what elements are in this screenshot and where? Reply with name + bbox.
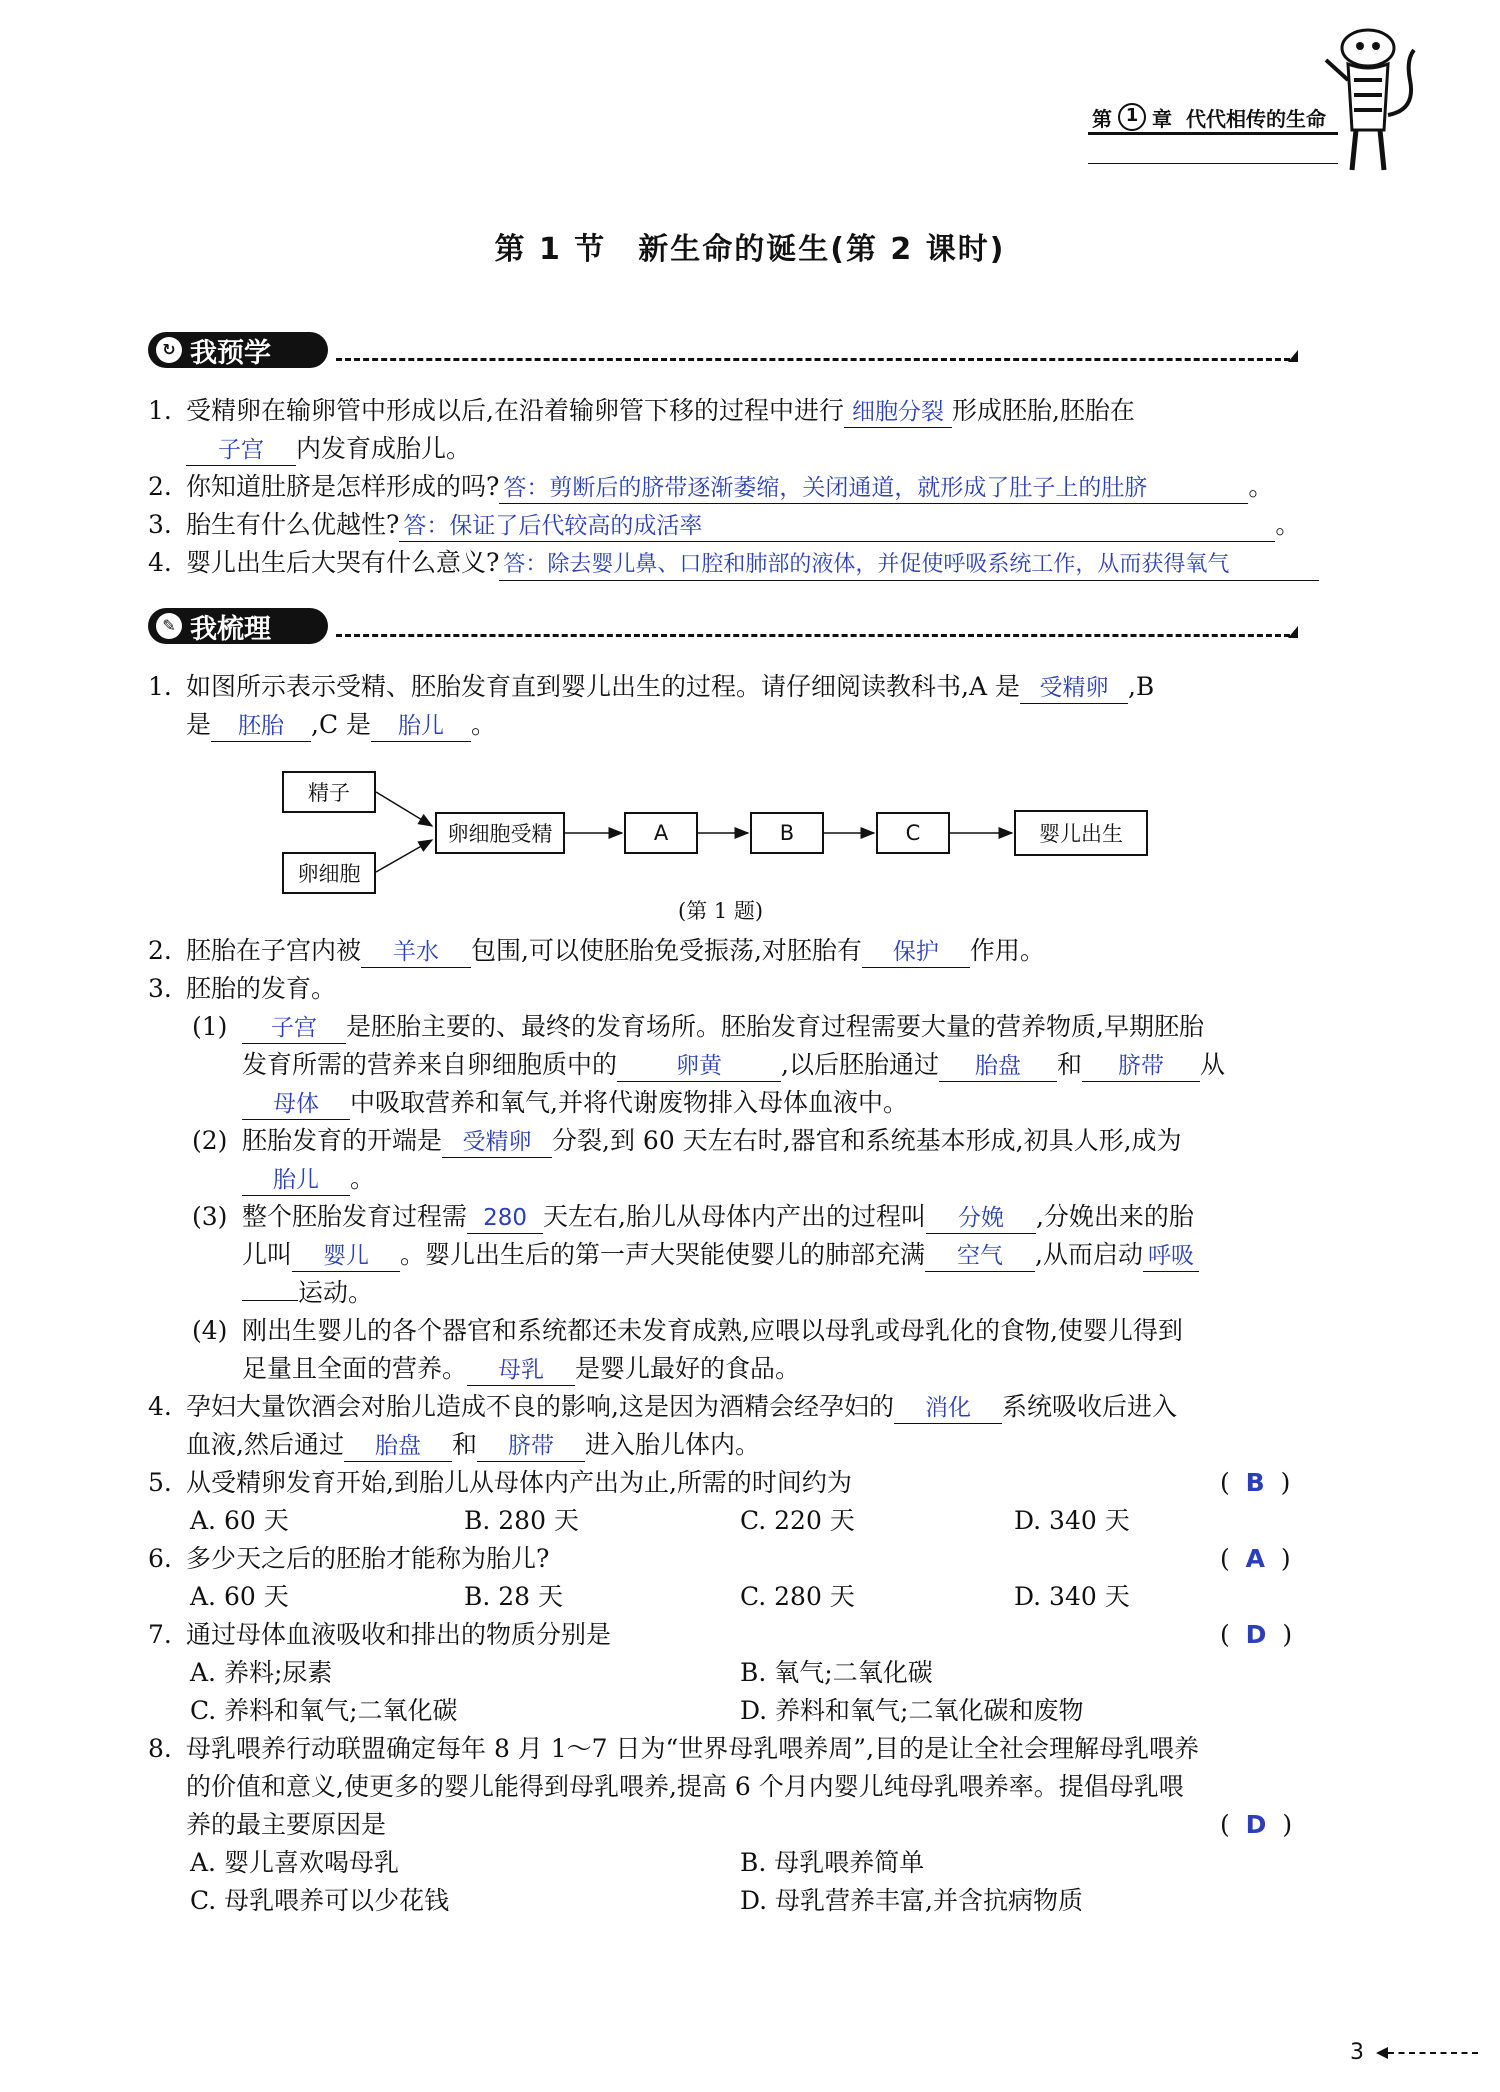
answer-blank (292, 1240, 400, 1272)
sub-number: (3) (192, 1202, 228, 1231)
review-q4-line1 (148, 1390, 1177, 1424)
handwritten-answer: 卵黄 (676, 1053, 723, 1079)
handwritten-answer: 脐带 (507, 1433, 554, 1459)
option: A. 婴儿喜欢喝母乳 (190, 1848, 399, 1877)
answer-blank (242, 1164, 350, 1196)
option: D. 340 天 (1014, 1582, 1130, 1611)
choice-answer: D (1245, 1620, 1267, 1649)
review-q4-line2 (186, 1428, 760, 1462)
diagram-box-b: B (750, 812, 824, 854)
diagram-box-fertilization: 卵细胞受精 (435, 812, 565, 854)
question-text: 分裂,到 60 天左右时,器官和系统基本形成,初具人形,成为 (552, 1126, 1182, 1155)
handwritten-answer: 脐带 (1117, 1053, 1164, 1079)
handwritten-answer: 胎盘 (974, 1053, 1021, 1079)
answer-blank (361, 936, 471, 968)
sub-number: (2) (192, 1126, 228, 1155)
review-q3-p1-line3 (242, 1086, 908, 1120)
question-text: 从 (1199, 1050, 1225, 1079)
chapter-prefix: 第 (1092, 106, 1112, 131)
question-number: 6. (148, 1544, 172, 1573)
handwritten-answer: 呼吸 (1147, 1243, 1194, 1269)
chapter-number: 1 (1118, 103, 1146, 131)
handwritten-answer: 婴儿 (323, 1243, 370, 1269)
question-text: ,B (1127, 672, 1155, 701)
question-text: 是 (186, 710, 212, 739)
question-number: 1. (148, 396, 172, 425)
handwritten-answer: 分娩 (957, 1205, 1004, 1231)
question-text: 婴儿出生后大哭有什么意义? (186, 548, 500, 577)
option: D. 养料和氧气;二氧化碳和废物 (740, 1696, 1084, 1725)
diagram-box-sperm: 精子 (282, 771, 376, 813)
question-text: 血液,然后通过 (186, 1430, 344, 1459)
arrow-sperm (376, 792, 432, 826)
answer-blank (939, 1050, 1057, 1082)
question-text: 是婴儿最好的食品。 (575, 1354, 801, 1383)
question-number: 3. (148, 510, 172, 539)
review-q3-p3-line1 (192, 1200, 1194, 1234)
answer-blank (467, 1354, 575, 1386)
answer-blank (242, 1012, 346, 1044)
handwritten-answer: 胚胎 (238, 713, 285, 739)
question-text: 你知道肚脐是怎样形成的吗? (186, 472, 500, 501)
question-text: 运动。 (298, 1278, 374, 1307)
handwritten-answer: 答：除去婴儿鼻、口腔和肺部的液体，并促使呼吸系统工作，从而获得氧气 (503, 552, 1230, 577)
option: D. 母乳营养丰富,并含抗病物质 (740, 1886, 1083, 1915)
review-q8-line2: 的价值和意义,使更多的婴儿能得到母乳喂养,提高 6 个月内婴儿纯母乳喂养率。提倡母乳喂 (186, 1772, 1184, 1801)
question-text: 如图所示表示受精、胚胎发育直到婴儿出生的过程。请仔细阅读教科书,A 是 (186, 672, 1020, 701)
sub-number: (4) (192, 1316, 228, 1345)
option: C. 220 天 (740, 1506, 855, 1535)
chapter-title: 代代相传的生命 (1186, 106, 1326, 131)
handwritten-answer: 胎儿 (273, 1167, 319, 1193)
answer-blank (1082, 1050, 1200, 1082)
question-number: 4. (148, 548, 172, 577)
answer-blank (344, 1430, 452, 1462)
question-text: 从受精卵发育开始,到胎儿从母体内产出为止,所需的时间约为 (186, 1468, 852, 1497)
choice-answer: B (1245, 1468, 1265, 1497)
option: C. 280 天 (740, 1582, 855, 1611)
question-text: 。 (471, 710, 497, 739)
review-q3-p1-line1 (192, 1010, 1204, 1044)
question-number: 4. (148, 1392, 172, 1421)
question-text: ,以后胚胎通过 (781, 1050, 939, 1079)
handwritten-answer: 消化 (924, 1395, 971, 1421)
handwritten-answer: 细胞分裂 (851, 399, 944, 425)
question-text: 。婴儿出生后的第一声大哭能使婴儿的肺部充满 (400, 1240, 926, 1269)
question-text: 中吸取营养和氧气,并将代谢废物排入母体血液中。 (350, 1088, 908, 1117)
answer-blank (925, 1240, 1035, 1272)
review-q3-p2-line2 (242, 1162, 375, 1196)
question-text: 多少天之后的胚胎才能称为胎儿? (186, 1544, 550, 1573)
question-text: 是胚胎主要的、最终的发育场所。胚胎发育过程需要大量的营养物质,早期胚胎 (346, 1012, 1204, 1041)
handwritten-answer: 母乳 (498, 1357, 545, 1383)
handwritten-answer: 胎儿 (398, 713, 445, 739)
question-number: 2. (148, 936, 172, 965)
question-text: 进入胎儿体内。 (584, 1430, 760, 1459)
question-text: 形成胚胎,胚胎在 (951, 396, 1135, 425)
question-text: 天左右,胎儿从母体内产出的过程叫 (543, 1202, 926, 1231)
question-text: 受精卵在输卵管中形成以后,在沿着输卵管下移的过程中进行 (186, 396, 844, 425)
handwritten-answer: 受精卵 (462, 1129, 532, 1155)
review-q3-title (148, 972, 336, 1006)
question-text: 胚胎的发育。 (186, 974, 337, 1003)
diagram-box-egg: 卵细胞 (282, 852, 376, 894)
arrow-egg (376, 840, 432, 872)
review-q3-p1-line2 (242, 1048, 1225, 1082)
question-text: 。 (1248, 472, 1274, 501)
handwritten-answer: 羊水 (393, 939, 440, 965)
question-text: 。 (1275, 510, 1301, 539)
question-number: 1. (148, 672, 172, 701)
question-text: 胎生有什么优越性? (186, 510, 400, 539)
option: B. 母乳喂养简单 (740, 1848, 925, 1877)
question-text: 通过母体血液吸收和排出的物质分别是 (186, 1620, 612, 1649)
handwritten-answer: 子宫 (271, 1015, 317, 1041)
question-text: 和 (451, 1430, 477, 1459)
sub-number: (1) (192, 1012, 228, 1041)
handwritten-answer: 母体 (273, 1091, 319, 1117)
diagram-caption: (第 1 题) (678, 899, 764, 923)
answer-paren-q5: ( B ) (1220, 1468, 1291, 1497)
question-text: 内发育成胎儿。 (296, 434, 472, 463)
question-text: 发育所需的营养来自卵细胞质中的 (242, 1050, 618, 1079)
question-text: 足量且全面的营养。 (242, 1354, 468, 1383)
option: A. 养料;尿素 (190, 1658, 333, 1687)
question-text: 刚出生婴儿的各个器官和系统都还未发育成熟,应喂以母乳或母乳化的食物,使婴儿得到 (242, 1316, 1183, 1345)
answer-blank (926, 1202, 1036, 1234)
review-q3-p4-line2 (242, 1352, 800, 1386)
section-preview-title: 我预学 (190, 337, 271, 369)
option: B. 氧气;二氧化碳 (740, 1658, 933, 1687)
question-text: 系统吸收后进入 (1001, 1392, 1177, 1421)
review-q3-p3-line3 (242, 1276, 373, 1310)
question-number: 8. (148, 1734, 172, 1763)
review-q6 (148, 1542, 549, 1576)
handwritten-answer: 胎盘 (374, 1433, 421, 1459)
page-number: 3 (1350, 2040, 1364, 2065)
review-q8-line3: 养的最主要原因是 (186, 1810, 387, 1839)
question-text: 和 (1056, 1050, 1082, 1079)
answer-blank (477, 1430, 585, 1462)
choice-answer: D (1245, 1810, 1267, 1839)
lesson-title: 第 1 节 新生命的诞生(第 2 课时) (494, 232, 1006, 267)
arrow-left-icon (1376, 2047, 1388, 2059)
review-q3-p4-line1 (192, 1314, 1183, 1348)
question-text: 整个胚胎发育过程需 (242, 1202, 468, 1231)
handwritten-answer: 280 (483, 1205, 527, 1231)
compass-icon: ✎ (156, 613, 182, 639)
review-q8-line1 (148, 1732, 1199, 1766)
option: A. 60 天 (190, 1582, 289, 1611)
handwritten-answer: 子宫 (218, 437, 264, 463)
choice-answer: A (1245, 1544, 1266, 1573)
question-text: 。 (350, 1164, 376, 1193)
refresh-icon: ↻ (156, 337, 182, 363)
question-number: 2. (148, 472, 172, 501)
question-text: 孕妇大量饮酒会对胎儿造成不良的影响,这是因为酒精会经孕妇的 (186, 1392, 894, 1421)
question-number: 7. (148, 1620, 172, 1649)
answer-blank (242, 1088, 350, 1120)
question-text: ,从而启动 (1035, 1240, 1143, 1269)
answer-paren-q7: ( D ) (1220, 1620, 1293, 1649)
option: B. 280 天 (464, 1506, 579, 1535)
question-text: 包围,可以使胚胎免受振荡,对胚胎有 (471, 936, 862, 965)
question-text: 作用。 (969, 936, 1045, 965)
review-q5 (148, 1466, 852, 1500)
review-q3-p3-line2 (242, 1238, 1199, 1272)
page-number-dash (1388, 2052, 1478, 2054)
answer-blank (894, 1392, 1002, 1424)
handwritten-answer: 保护 (892, 939, 939, 965)
question-text: 儿叫 (242, 1240, 293, 1269)
option: C. 母乳喂养可以少花钱 (190, 1886, 450, 1915)
handwritten-answer: 答：剪断后的脐带逐渐萎缩，关闭通道，就形成了肚子上的肚脐 (503, 475, 1148, 501)
option: C. 养料和氧气;二氧化碳 (190, 1696, 458, 1725)
review-q7 (148, 1618, 611, 1652)
question-text: ,C 是 (311, 710, 372, 739)
option: D. 340 天 (1014, 1506, 1130, 1535)
answer-blank (1143, 1240, 1199, 1272)
question-number: 5. (148, 1468, 172, 1497)
diagram-box-c: C (876, 812, 950, 854)
handwritten-answer: 空气 (957, 1243, 1004, 1269)
answer-paren-q8: ( D ) (1220, 1810, 1293, 1839)
answer-blank (442, 1126, 552, 1158)
question-number: 3. (148, 974, 172, 1003)
review-q3-p2-line1 (192, 1124, 1182, 1158)
handwritten-answer: 受精卵 (1039, 675, 1109, 701)
diagram-box-a: A (624, 812, 698, 854)
question-text: ,分娩出来的胎 (1035, 1202, 1194, 1231)
answer-blank (862, 936, 970, 968)
question-text: 胚胎发育的开端是 (242, 1126, 443, 1155)
review-q2 (148, 934, 1045, 968)
answer-blank (242, 1300, 298, 1301)
chapter-suffix: 章 (1152, 106, 1172, 131)
answer-blank (467, 1202, 543, 1234)
question-text: 母乳喂养行动联盟确定每年 8 月 1～7 日为“世界母乳喂养周”,目的是让全社会理解母乳喂养 (186, 1734, 1200, 1763)
option: B. 28 天 (464, 1582, 564, 1611)
option: A. 60 天 (190, 1506, 289, 1535)
handwritten-answer: 答：保证了后代较高的成活率 (403, 513, 703, 539)
diagram-box-birth: 婴儿出生 (1014, 810, 1148, 856)
answer-blank (617, 1050, 781, 1082)
answer-paren-q6: ( A ) (1220, 1544, 1291, 1573)
question-text: 胚胎在子宫内被 (186, 936, 362, 965)
section-review-title: 我梳理 (190, 613, 271, 645)
